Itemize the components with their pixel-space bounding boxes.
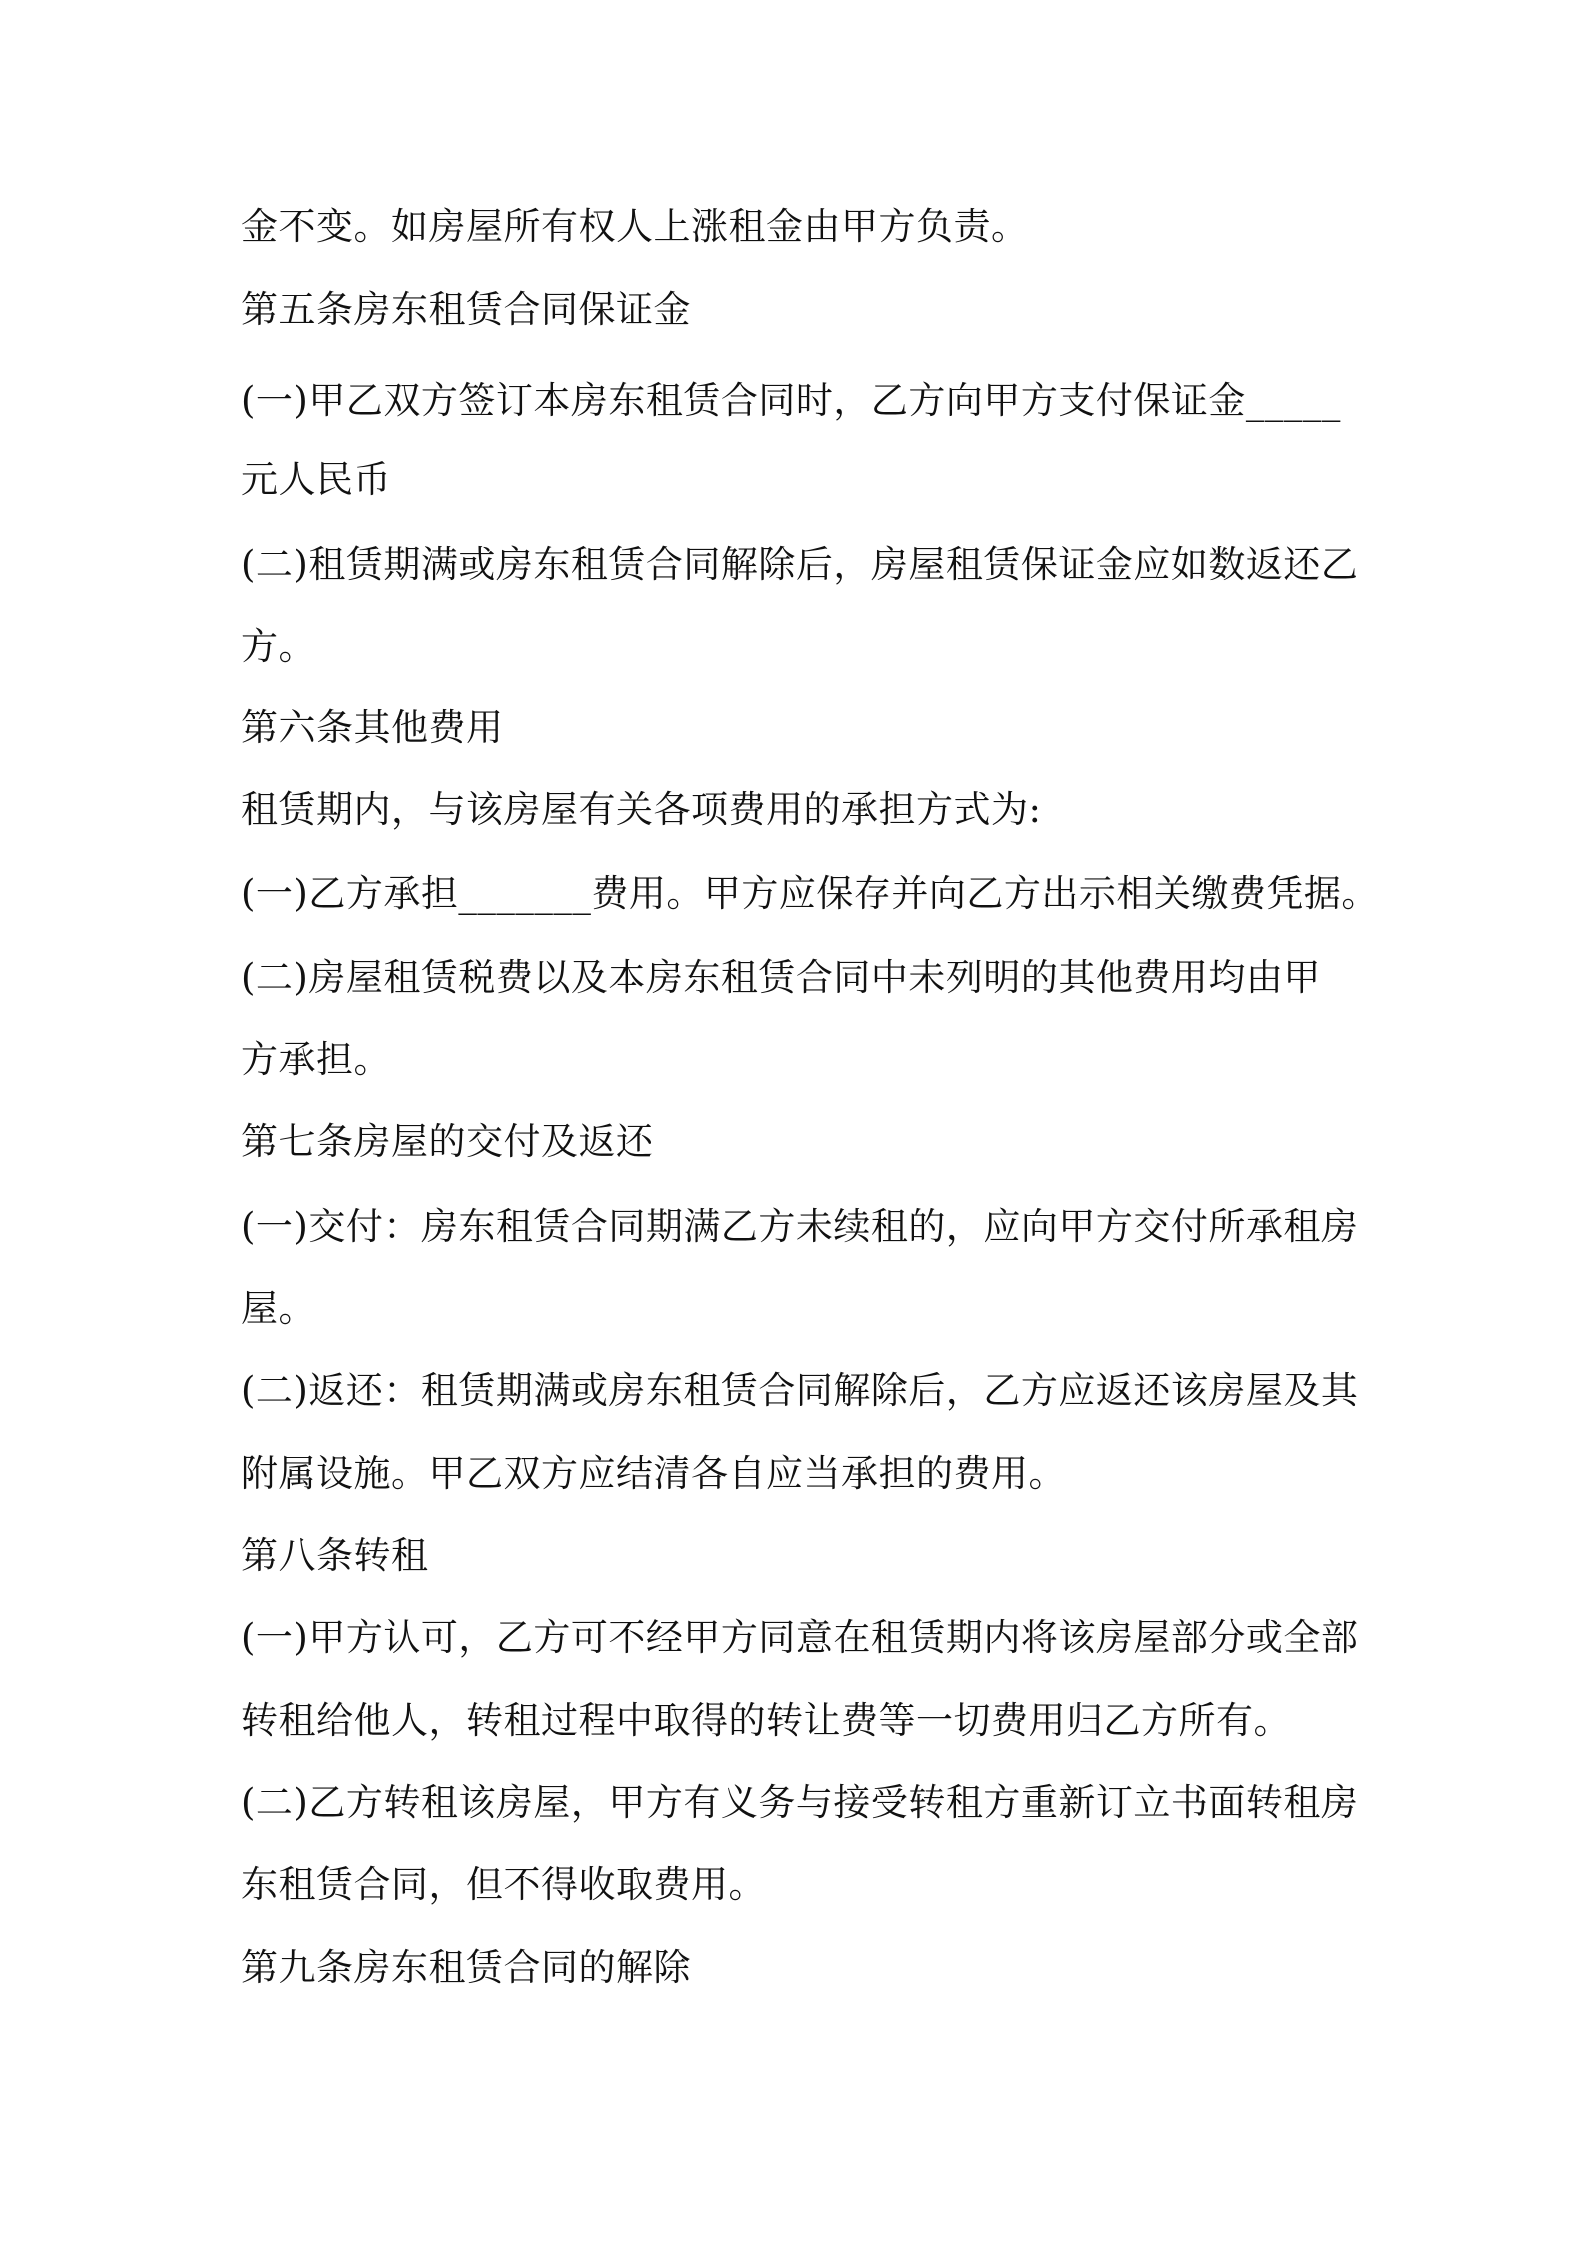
section-heading: 第九条房东租赁合同的解除 [241, 1946, 691, 1989]
text-line: (二)租赁期满或房东租赁合同解除后，房屋租赁保证金应如数返还乙 [241, 543, 1359, 586]
text-line: 屋。 [241, 1287, 316, 1330]
text-line: 方承担。 [241, 1038, 391, 1081]
text-line: 租赁期内，与该房屋有关各项费用的承担方式为: [241, 788, 1042, 831]
text-line: 转租给他人，转租过程中取得的转让费等一切费用归乙方所有。 [241, 1699, 1291, 1742]
text-line: (二)返还：租赁期满或房东租赁合同解除后，乙方应返还该房屋及其 [241, 1369, 1359, 1412]
text-line: 元人民币 [241, 458, 391, 501]
text-line: 方。 [241, 625, 316, 668]
text-line: 附属设施。甲乙双方应结清各自应当承担的费用。 [241, 1452, 1066, 1495]
section-heading: 第五条房东租赁合同保证金 [241, 288, 691, 331]
section-heading: 第八条转租 [241, 1534, 429, 1577]
text-line: (一)乙方承担_______费用。甲方应保存并向乙方出示相关缴费凭据。 [241, 872, 1379, 915]
text-line: 金不变。如房屋所有权人上涨租金由甲方负责。 [241, 205, 1029, 248]
section-heading: 第七条房屋的交付及返还 [241, 1120, 654, 1163]
text-line: (一)甲乙双方签订本房东租赁合同时，乙方向甲方支付保证金_____ [241, 379, 1341, 422]
text-line: (一)交付：房东租赁合同期满乙方未续租的，应向甲方交付所承租房 [241, 1205, 1359, 1248]
text-line: (一)甲方认可，乙方可不经甲方同意在租赁期内将该房屋部分或全部 [241, 1616, 1359, 1659]
text-line: (二)乙方转租该房屋，甲方有义务与接受转租方重新订立书面转租房 [241, 1781, 1359, 1824]
section-heading: 第六条其他费用 [241, 706, 504, 749]
text-line: 东租赁合同，但不得收取费用。 [241, 1863, 766, 1906]
text-line: (二)房屋租赁税费以及本房东租赁合同中未列明的其他费用均由甲 [241, 956, 1321, 999]
